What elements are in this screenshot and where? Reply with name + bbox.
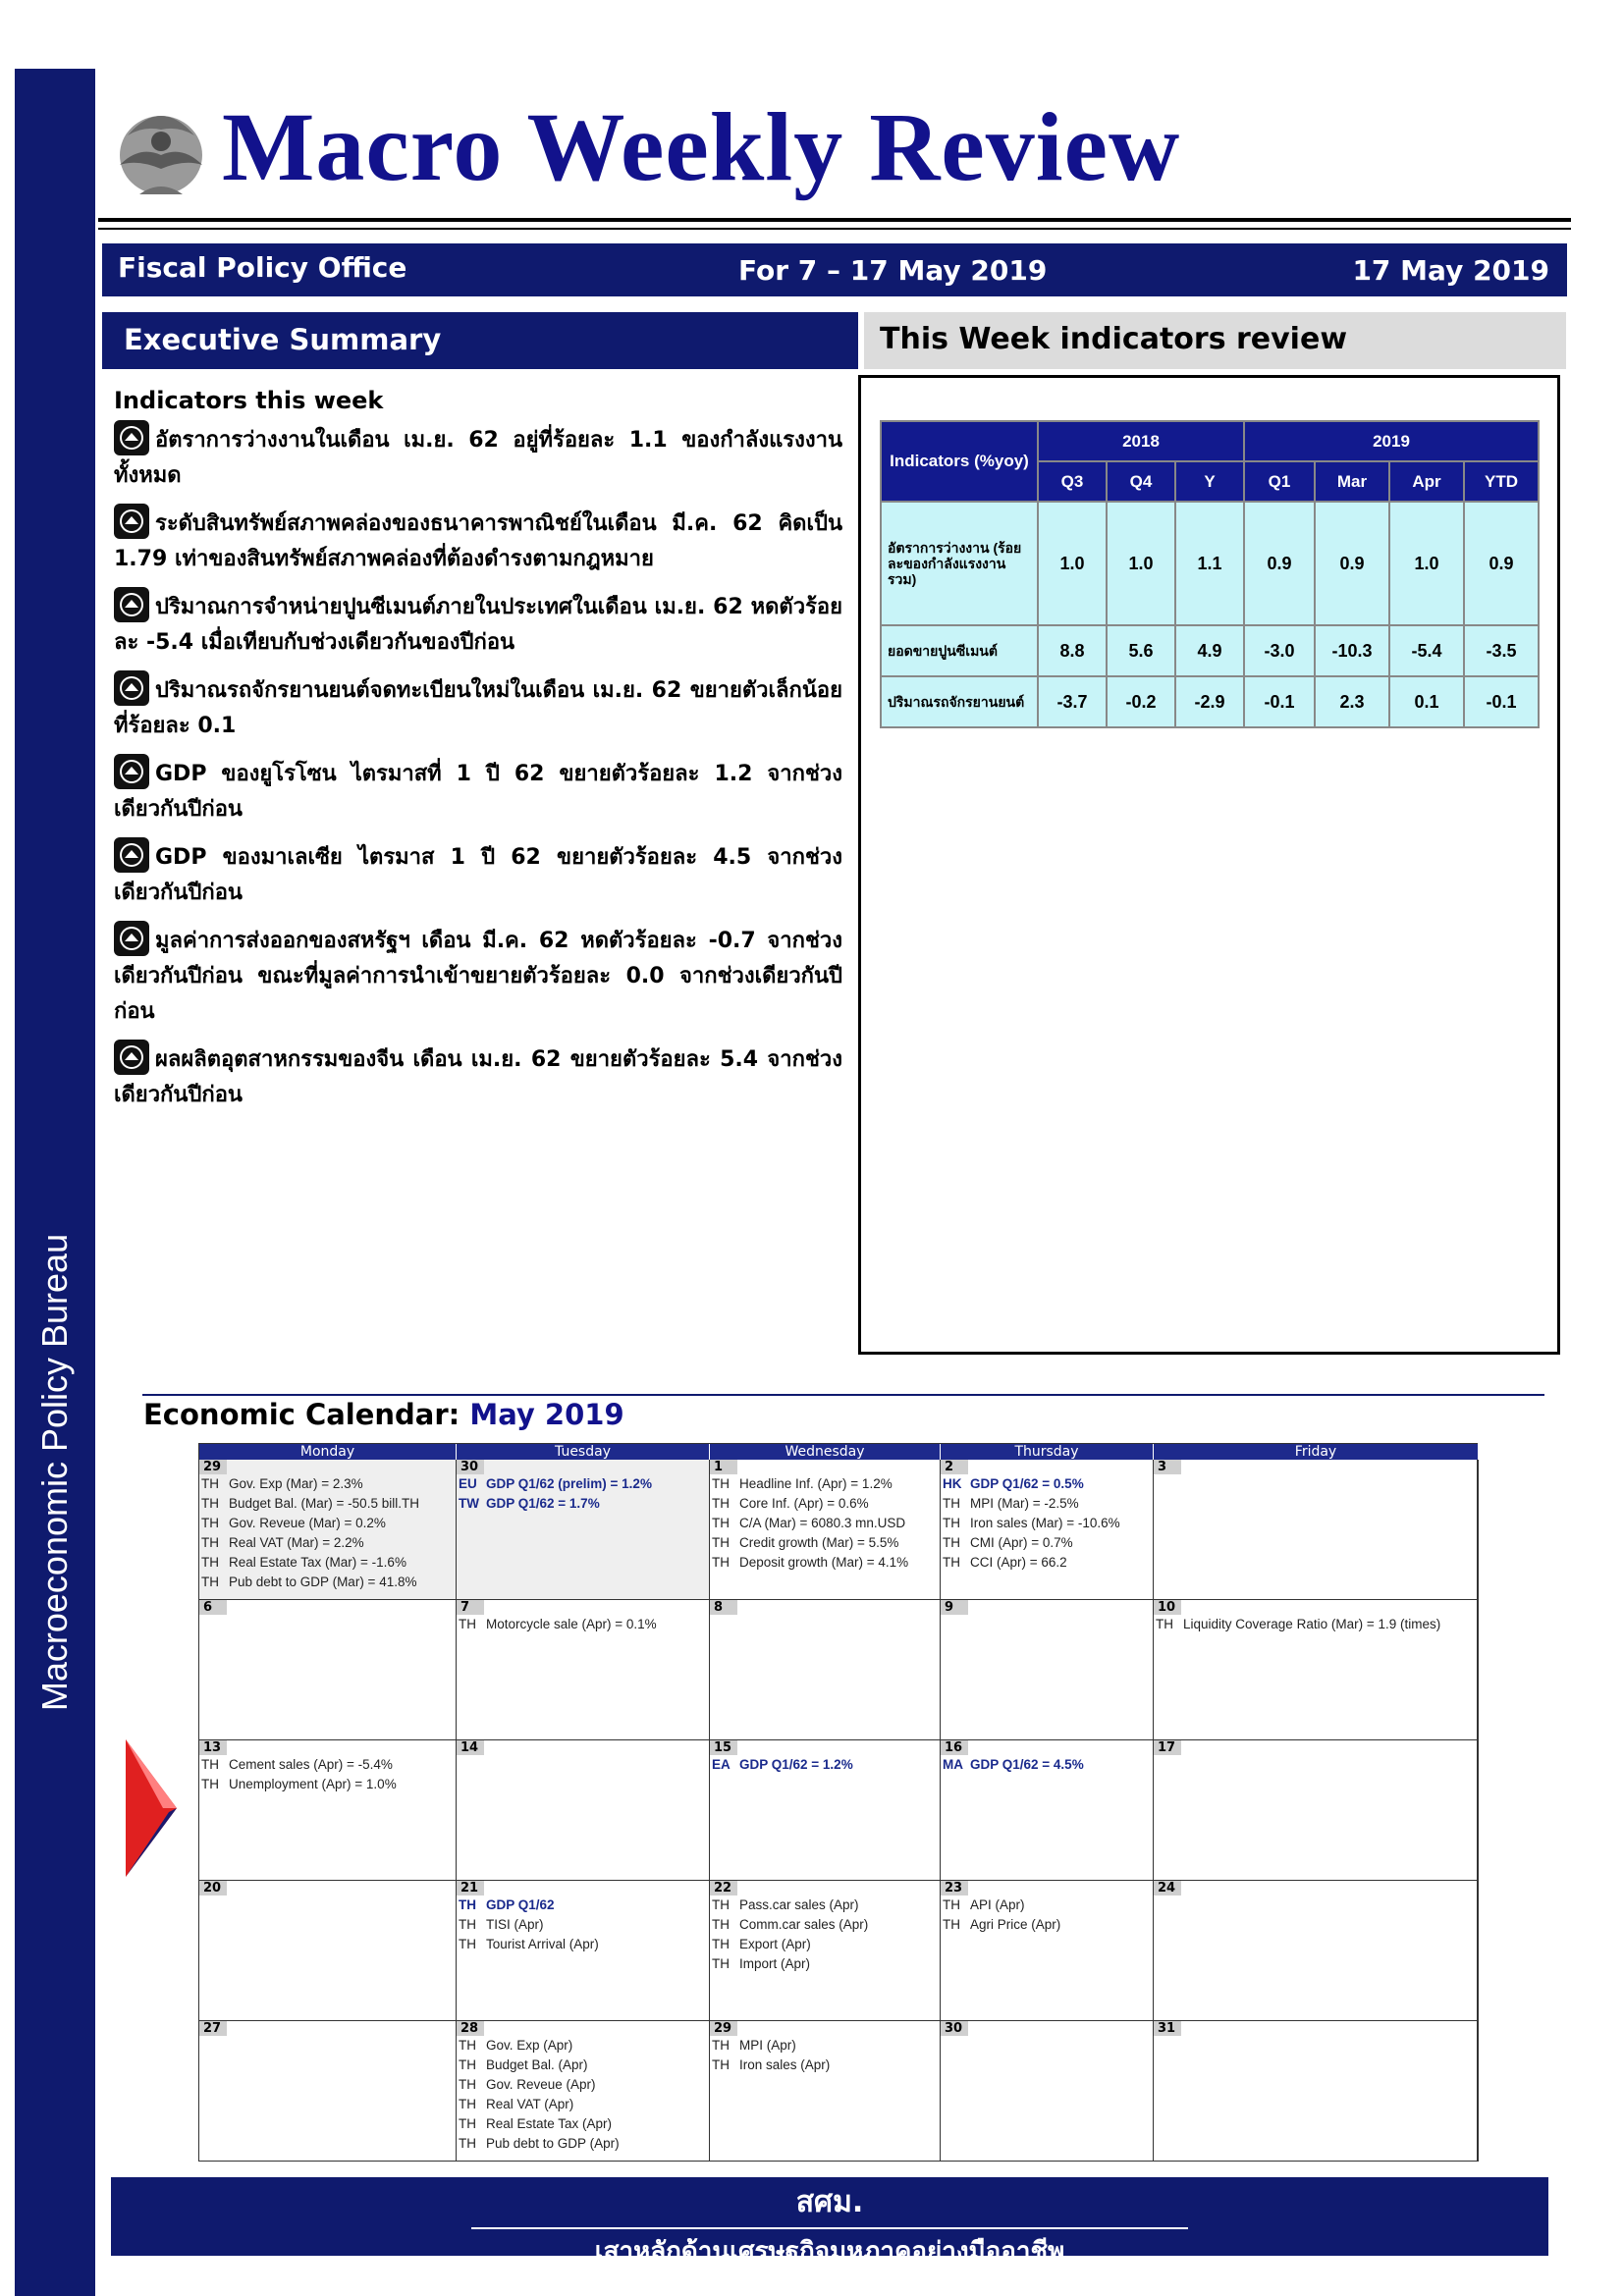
calendar-title: Economic Calendar: May 2019	[143, 1398, 624, 1431]
row-label: ยอดขายปูนซีเมนต์	[881, 625, 1038, 676]
header-rule	[98, 218, 1571, 222]
calendar-event	[941, 1514, 1153, 1533]
event-text: CCI (Apr) = 66.2	[970, 1555, 1067, 1570]
event-text: Import (Apr)	[739, 1956, 811, 1971]
event-text: Core Inf. (Apr) = 0.6%	[739, 1496, 869, 1511]
bullet-list	[114, 420, 842, 1113]
calendar-event	[457, 2114, 709, 2134]
calendar-day	[941, 1600, 1154, 1740]
calendar-event	[941, 1494, 1153, 1514]
table-cell: 1.1	[1175, 502, 1244, 625]
country-code: TH	[712, 2038, 730, 2053]
calendar-event	[710, 1935, 940, 1954]
country-code: TH	[201, 1757, 219, 1772]
country-code: TH	[712, 2057, 730, 2072]
country-code: EU	[459, 1476, 477, 1491]
calendar-event	[941, 1553, 1153, 1573]
event-text: TISI (Apr)	[486, 1917, 544, 1932]
bullet-item: มูลค่าการส่งออกของสหรัฐฯ เดือน มี.ค. 62 หดตัวร้อยละ -0.7 จากช่วงเดียวกันปีก่อน ขณะที่มูลค่าการนำเข้าขยายตัวร้อยละ 0.0 จากช่วงเดียวกันปีก่อน	[114, 921, 842, 1030]
country-code: TH	[459, 2038, 476, 2053]
header-band	[102, 243, 1567, 296]
day-number: 1	[710, 1460, 737, 1474]
country-code: TH	[459, 1617, 476, 1631]
calendar-day	[1154, 1740, 1479, 1881]
calendar-event	[941, 1474, 1153, 1494]
calendar-event	[457, 2075, 709, 2095]
event-text: Budget Bal. (Apr)	[486, 2057, 588, 2072]
calendar-event	[941, 1533, 1153, 1553]
table-row	[881, 502, 1539, 625]
arrow-up-icon	[114, 587, 149, 622]
day-number: 16	[941, 1740, 968, 1755]
country-code: EA	[712, 1757, 731, 1772]
weekday-header: Wednesday	[710, 1444, 941, 1460]
event-text: Export (Apr)	[739, 1937, 811, 1951]
table-cell: 1.0	[1389, 502, 1464, 625]
main-title: Macro Weekly Review	[222, 92, 1181, 201]
event-text: Iron sales (Apr)	[739, 2057, 831, 2072]
calendar-event	[199, 1533, 456, 1553]
table-header-2019: 2019	[1244, 421, 1539, 461]
column-header: Apr	[1389, 461, 1464, 502]
table-cell: 4.9	[1175, 625, 1244, 676]
calendar-event	[199, 1494, 456, 1514]
table-cell: 1.0	[1038, 502, 1107, 625]
calendar-event	[1154, 1615, 1478, 1634]
event-text: Liquidity Coverage Ratio (Mar) = 1.9 (times)	[1183, 1617, 1441, 1631]
country-code: HK	[943, 1476, 962, 1491]
event-text: GDP Q1/62 = 1.2%	[739, 1757, 853, 1772]
country-code: TH	[201, 1777, 219, 1791]
executive-summary-title: Executive Summary	[102, 312, 858, 369]
country-code: MA	[943, 1757, 963, 1772]
calendar-day	[1154, 1600, 1479, 1740]
calendar-day	[710, 2021, 941, 2162]
event-text: GDP Q1/62 (prelim) = 1.2%	[486, 1476, 652, 1491]
country-code: TH	[712, 1496, 730, 1511]
column-header: Q1	[1244, 461, 1315, 502]
day-number: 10	[1154, 1600, 1181, 1615]
day-number: 23	[941, 1881, 968, 1896]
calendar-month: May 2019	[469, 1398, 624, 1431]
country-code: TH	[943, 1917, 960, 1932]
event-text: GDP Q1/62 = 4.5%	[970, 1757, 1084, 1772]
country-code: TH	[943, 1516, 960, 1530]
table-cell: -10.3	[1315, 625, 1389, 676]
calendar-event	[457, 2056, 709, 2075]
calendar-event	[710, 1755, 940, 1775]
weekday-header: Monday	[199, 1444, 457, 1460]
event-text: Unemployment (Apr) = 1.0%	[229, 1777, 397, 1791]
country-code: TH	[459, 1937, 476, 1951]
event-text: GDP Q1/62 = 0.5%	[970, 1476, 1084, 1491]
column-header: Y	[1175, 461, 1244, 502]
day-number: 9	[941, 1600, 968, 1615]
row-label: อัตราการว่างงาน (ร้อยละของกำลังแรงงานรวม)	[881, 502, 1038, 625]
garuda-logo-icon	[110, 96, 212, 206]
calendar-event	[457, 1474, 709, 1494]
day-number: 22	[710, 1881, 737, 1896]
table-cell: 5.6	[1107, 625, 1175, 676]
country-code: TH	[201, 1555, 219, 1570]
table-cell: 1.0	[1107, 502, 1175, 625]
event-text: Iron sales (Mar) = -10.6%	[970, 1516, 1120, 1530]
calendar-event	[199, 1474, 456, 1494]
calendar-day	[710, 1460, 941, 1600]
calendar-day	[710, 1600, 941, 1740]
event-text: Pub debt to GDP (Mar) = 41.8%	[229, 1575, 417, 1589]
calendar-event	[710, 2036, 940, 2056]
table-cell: -3.0	[1244, 625, 1315, 676]
event-text: Cement sales (Apr) = -5.4%	[229, 1757, 393, 1772]
calendar-day	[941, 2021, 1154, 2162]
country-code: TH	[712, 1535, 730, 1550]
header-rule-thin	[98, 228, 1571, 230]
country-code: TH	[201, 1476, 219, 1491]
bullet-item: ระดับสินทรัพย์สภาพคล่องของธนาคารพาณิชย์ในเดือน มี.ค. 62 คิดเป็น 1.79 เท่าของสินทรัพย์สภาพคล่องที่ต้องดำรงตามกฎหมาย	[114, 504, 842, 577]
event-text: Deposit growth (Mar) = 4.1%	[739, 1555, 909, 1570]
calendar-event	[457, 1615, 709, 1634]
day-number: 31	[1154, 2021, 1181, 2036]
arrow-up-icon	[114, 754, 149, 789]
calendar-event	[710, 1533, 940, 1553]
country-code: TH	[201, 1496, 219, 1511]
event-text: Real VAT (Mar) = 2.2%	[229, 1535, 364, 1550]
calendar-event	[457, 1915, 709, 1935]
indicator-table	[880, 420, 1540, 728]
calendar-event	[457, 1935, 709, 1954]
calendar-day	[1154, 1460, 1479, 1600]
calendar-day	[199, 1600, 457, 1740]
day-number: 13	[199, 1740, 227, 1755]
weekday-header: Thursday	[941, 1444, 1154, 1460]
day-number: 7	[457, 1600, 484, 1615]
calendar-event	[941, 1755, 1153, 1775]
table-row	[881, 676, 1539, 727]
event-text: Headline Inf. (Apr) = 1.2%	[739, 1476, 893, 1491]
day-number: 17	[1154, 1740, 1181, 1755]
row-label: ปริมาณรถจักรยานยนต์	[881, 676, 1038, 727]
table-cell: -3.5	[1464, 625, 1539, 676]
country-code: TH	[943, 1555, 960, 1570]
event-text: MPI (Mar) = -2.5%	[970, 1496, 1079, 1511]
weekday-header: Friday	[1154, 1444, 1479, 1460]
arrow-up-icon	[114, 420, 149, 455]
bullet-item: GDP ของมาเลเซีย ไตรมาส 1 ปี 62 ขยายตัวร้อยละ 4.5 จากช่วงเดียวกันปีก่อน	[114, 837, 842, 911]
table-cell: -0.2	[1107, 676, 1175, 727]
table-cell: -3.7	[1038, 676, 1107, 727]
bullet-item: ปริมาณการจำหน่ายปูนซีเมนต์ภายในประเทศในเดือน เม.ย. 62 หดตัวร้อยละ -5.4 เมื่อเทียบกับช่วงเดียวกันของปีก่อน	[114, 587, 842, 661]
calendar-day	[941, 1460, 1154, 1600]
report-period: For 7 – 17 May 2019	[738, 254, 1048, 287]
calendar-event	[710, 1514, 940, 1533]
event-text: GDP Q1/62 = 1.7%	[486, 1496, 600, 1511]
calendar-event	[710, 1474, 940, 1494]
day-number: 29	[199, 1460, 227, 1474]
calendar-day	[710, 1740, 941, 1881]
bullet-item: ผลผลิตอุตสาหกรรมของจีน เดือน เม.ย. 62 ขยายตัวร้อยละ 5.4 จากช่วงเดียวกันปีก่อน	[114, 1040, 842, 1113]
day-number: 30	[457, 1460, 484, 1474]
country-code: TH	[712, 1555, 730, 1570]
calendar-day	[1154, 2021, 1479, 2162]
footer-banner	[111, 2177, 1548, 2267]
bullet-item: ปริมาณรถจักรยานยนต์จดทะเบียนใหม่ในเดือน เม.ย. 62 ขยายตัวเล็กน้อยที่ร้อยละ 0.1	[114, 670, 842, 744]
calendar-event	[199, 1514, 456, 1533]
calendar-event	[457, 1896, 709, 1915]
table-cell: -5.4	[1389, 625, 1464, 676]
country-code: TH	[459, 2077, 476, 2092]
column-header: Q3	[1038, 461, 1107, 502]
arrow-up-icon	[114, 837, 149, 873]
arrow-up-icon	[114, 670, 149, 706]
weekday-header: Tuesday	[457, 1444, 710, 1460]
day-number: 30	[941, 2021, 968, 2036]
calendar-event	[941, 1915, 1153, 1935]
event-text: API (Apr)	[970, 1897, 1025, 1912]
arrow-up-icon	[114, 921, 149, 956]
table-cell: 2.3	[1315, 676, 1389, 727]
event-text: Real VAT (Apr)	[486, 2097, 574, 2111]
country-code: TH	[1156, 1617, 1173, 1631]
calendar-event	[710, 1915, 940, 1935]
event-text: Gov. Reveue (Mar) = 0.2%	[229, 1516, 386, 1530]
country-code: TH	[943, 1897, 960, 1912]
day-number: 8	[710, 1600, 737, 1615]
calendar-day	[941, 1740, 1154, 1881]
event-text: C/A (Mar) = 6080.3 mn.USD	[739, 1516, 906, 1530]
side-bar	[15, 69, 95, 2296]
current-week-arrow-icon	[126, 1739, 179, 1877]
bullet-item: อัตราการว่างงานในเดือน เม.ย. 62 อยู่ที่ร้อยละ 1.1 ของกำลังแรงงานทั้งหมด	[114, 420, 842, 494]
day-number: 15	[710, 1740, 737, 1755]
country-code: TH	[459, 2136, 476, 2151]
event-text: Gov. Exp (Mar) = 2.3%	[229, 1476, 363, 1491]
table-cell: 8.8	[1038, 625, 1107, 676]
event-text: Agri Price (Apr)	[970, 1917, 1061, 1932]
event-text: Tourist Arrival (Apr)	[486, 1937, 599, 1951]
day-number: 2	[941, 1460, 968, 1474]
country-code: TH	[712, 1897, 730, 1912]
country-code: TW	[459, 1496, 479, 1511]
day-number: 6	[199, 1600, 227, 1615]
day-number: 21	[457, 1881, 484, 1896]
country-code: TH	[459, 2057, 476, 2072]
day-number: 20	[199, 1881, 227, 1896]
table-header-indicators: Indicators (%yoy)	[881, 421, 1038, 502]
table-cell: -2.9	[1175, 676, 1244, 727]
calendar-event	[710, 2056, 940, 2075]
column-header: Q4	[1107, 461, 1175, 502]
event-text: Real Estate Tax (Mar) = -1.6%	[229, 1555, 406, 1570]
day-number: 29	[710, 2021, 737, 2036]
country-code: TH	[459, 1897, 476, 1912]
country-code: TH	[201, 1575, 219, 1589]
calendar-event	[941, 1896, 1153, 1915]
calendar-event	[199, 1775, 456, 1794]
calendar-event	[199, 1553, 456, 1573]
day-number: 24	[1154, 1881, 1181, 1896]
country-code: TH	[712, 1956, 730, 1971]
calendar-day	[457, 1740, 710, 1881]
calendar-grid	[198, 1443, 1478, 2162]
side-bar-text: Macroeconomic Policy Bureau	[34, 1233, 75, 1712]
calendar-event	[710, 1954, 940, 1974]
country-code: TH	[712, 1476, 730, 1491]
country-code: TH	[459, 1917, 476, 1932]
event-text: GDP Q1/62	[486, 1897, 555, 1912]
calendar-day	[199, 1740, 457, 1881]
event-text: Pub debt to GDP (Apr)	[486, 2136, 620, 2151]
event-text: Motorcycle sale (Apr) = 0.1%	[486, 1617, 657, 1631]
calendar-event	[457, 1494, 709, 1514]
calendar-event	[710, 1494, 940, 1514]
calendar-day	[457, 1881, 710, 2021]
event-text: Credit growth (Mar) = 5.5%	[739, 1535, 899, 1550]
calendar-event	[199, 1573, 456, 1592]
event-text: Budget Bal. (Mar) = -50.5 bill.TH	[229, 1496, 419, 1511]
table-row	[881, 625, 1539, 676]
event-text: CMI (Apr) = 0.7%	[970, 1535, 1073, 1550]
country-code: TH	[943, 1496, 960, 1511]
calendar-event	[199, 1755, 456, 1775]
calendar-day	[941, 1881, 1154, 2021]
calendar-day	[1154, 1881, 1479, 2021]
footer-org: สศม.	[795, 2185, 864, 2219]
event-text: Pass.car sales (Apr)	[739, 1897, 859, 1912]
column-header: Mar	[1315, 461, 1389, 502]
calendar-event	[710, 1553, 940, 1573]
event-text: Comm.car sales (Apr)	[739, 1917, 869, 1932]
event-text: Gov. Reveue (Apr)	[486, 2077, 596, 2092]
calendar-rule	[142, 1394, 1544, 1396]
country-code: TH	[459, 2097, 476, 2111]
arrow-up-icon	[114, 504, 149, 539]
calendar-day	[199, 1460, 457, 1600]
day-number: 14	[457, 1740, 484, 1755]
country-code: TH	[712, 1917, 730, 1932]
table-cell: -0.1	[1244, 676, 1315, 727]
calendar-day	[457, 1460, 710, 1600]
table-cell: -0.1	[1464, 676, 1539, 727]
report-date: 17 May 2019	[1352, 254, 1549, 287]
calendar-day	[457, 1600, 710, 1740]
calendar-day	[199, 1881, 457, 2021]
event-text: MPI (Apr)	[739, 2038, 796, 2053]
country-code: TH	[201, 1535, 219, 1550]
indicators-heading: Indicators this week	[114, 387, 384, 414]
office-name: Fiscal Policy Office	[118, 251, 407, 284]
day-number: 3	[1154, 1460, 1181, 1474]
footer-motto: เสาหลักด้านเศรษฐกิจมหภาคอย่างมืออาชีพ	[594, 2237, 1065, 2267]
week-review-title: This Week indicators review	[864, 312, 1566, 369]
table-header-2018: 2018	[1038, 421, 1244, 461]
calendar-day	[457, 2021, 710, 2162]
country-code: TH	[201, 1516, 219, 1530]
day-number: 28	[457, 2021, 484, 2036]
calendar-day	[199, 2021, 457, 2162]
table-cell: 0.1	[1389, 676, 1464, 727]
day-number: 27	[199, 2021, 227, 2036]
country-code: TH	[943, 1535, 960, 1550]
column-header: YTD	[1464, 461, 1539, 502]
event-text: Real Estate Tax (Apr)	[486, 2116, 613, 2131]
calendar-event	[457, 2095, 709, 2114]
arrow-up-icon	[114, 1040, 149, 1075]
calendar-day	[710, 1881, 941, 2021]
calendar-event	[457, 2036, 709, 2056]
table-cell: 0.9	[1315, 502, 1389, 625]
country-code: TH	[712, 1516, 730, 1530]
calendar-event	[457, 2134, 709, 2154]
table-cell: 0.9	[1244, 502, 1315, 625]
table-cell: 0.9	[1464, 502, 1539, 625]
event-text: Gov. Exp (Apr)	[486, 2038, 573, 2053]
country-code: TH	[712, 1937, 730, 1951]
country-code: TH	[459, 2116, 476, 2131]
bullet-item: GDP ของยูโรโซน ไตรมาสที่ 1 ปี 62 ขยายตัวร้อยละ 1.2 จากช่วงเดียวกันปีก่อน	[114, 754, 842, 828]
calendar-event	[710, 1896, 940, 1915]
